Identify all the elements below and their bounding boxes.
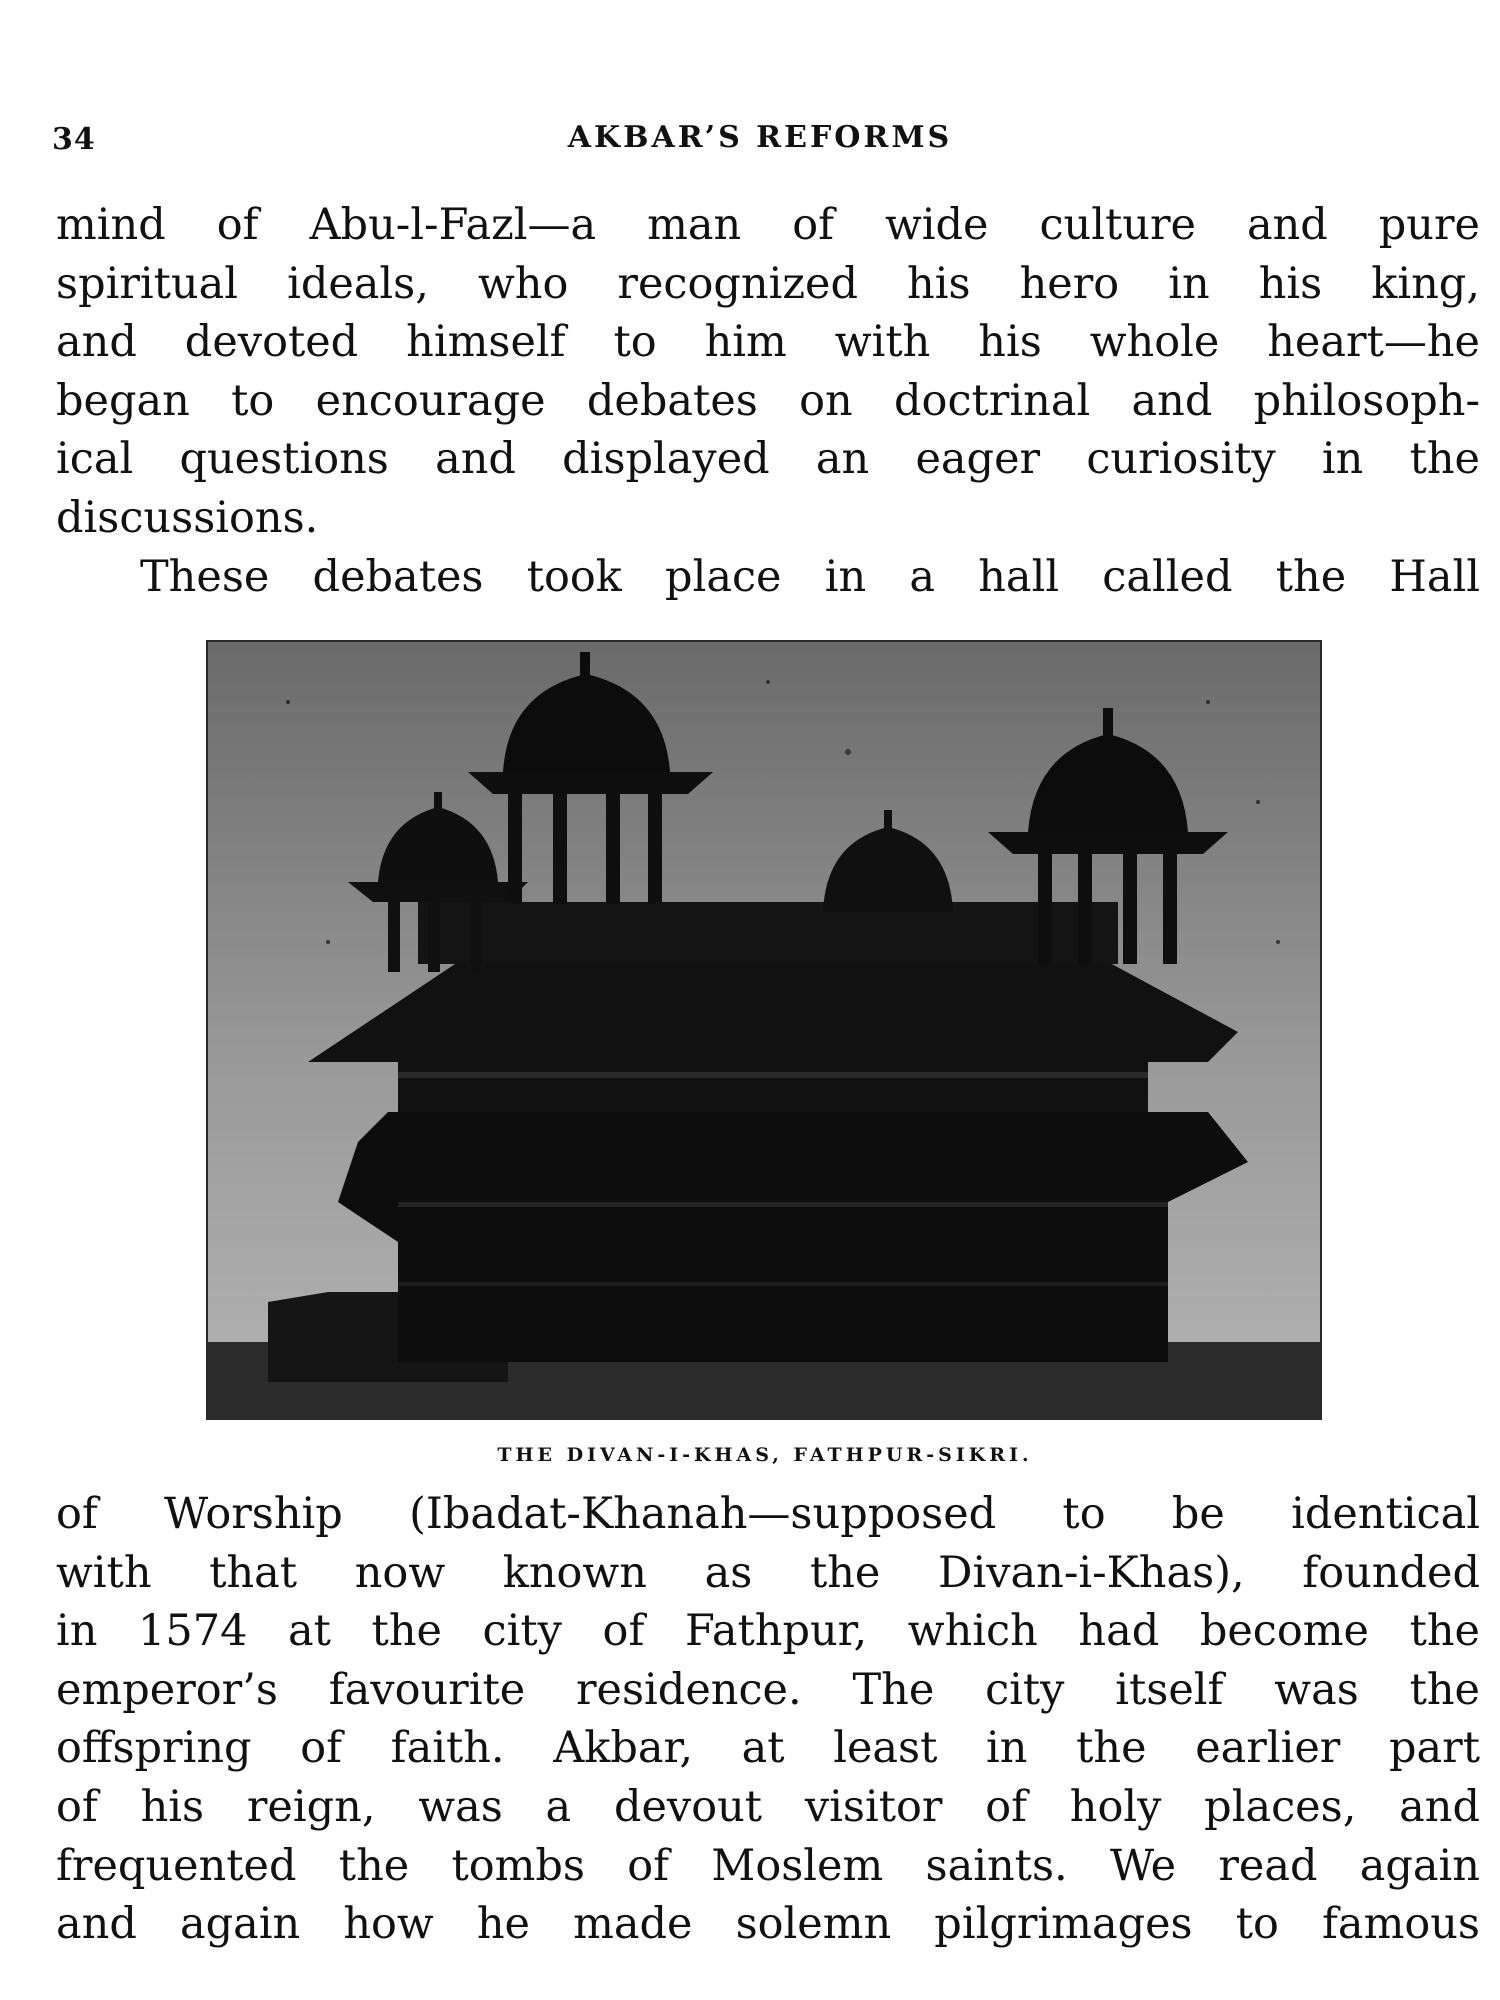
text-line: with that now known as the Divan-i-Khas), founded: [56, 1547, 1480, 1598]
text-line: mind of Abu-l-Fazl—a man of wide culture and pure: [56, 200, 1480, 250]
text-line: offspring of faith. Akbar, at least in the earlier part: [56, 1723, 1480, 1774]
page-number: 34: [52, 122, 96, 157]
running-head: AKBAR’S REFORMS: [567, 120, 953, 155]
figure-caption: THE DIVAN-I-KHAS, FATHPUR-SIKRI.: [497, 1444, 1033, 1466]
text-line: began to encourage debates on doctrinal and philosoph-: [56, 375, 1480, 426]
text-line-indented: These debates took place in a hall called the Hall: [140, 551, 1480, 602]
text-line: emperor’s favourite residence. The city itself was the: [56, 1664, 1480, 1715]
body-text-bottom: [56, 1485, 1480, 1954]
text-line: and devoted himself to him with his whole heart—he: [56, 317, 1480, 368]
text-line: in 1574 at the city of Fathpur, which had become the: [56, 1606, 1480, 1657]
text-line: of his reign, was a devout visitor of holy places, and: [56, 1781, 1480, 1832]
body-text-top: [56, 196, 1480, 606]
text-line: spiritual ideals, who recognized his hero in his king,: [56, 258, 1480, 309]
photo-divan-i-khas: [206, 640, 1322, 1420]
text-line: of Worship (Ibadat-Khanah—supposed to be identical: [56, 1489, 1480, 1539]
building-silhouette: [208, 642, 1320, 1418]
text-line: ical questions and displayed an eager curiosity in the: [56, 434, 1480, 485]
text-line: frequented the tombs of Moslem saints. We read again: [56, 1840, 1480, 1891]
text-line: and again how he made solemn pilgrimages to famous: [56, 1899, 1480, 1950]
text-line: discussions.: [56, 492, 319, 543]
